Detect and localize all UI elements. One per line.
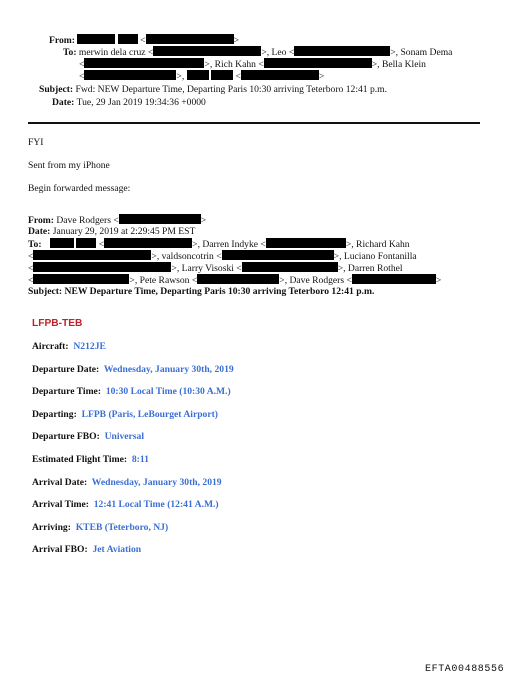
redaction-block [76, 238, 96, 248]
body-fyi: FYI [28, 137, 44, 148]
redaction-block [146, 34, 234, 44]
email-header-to: To: merwin dela cruz < >, Leo < >, Sonam Dema [63, 47, 453, 58]
fwd-from: From: Dave Rodgers < > [28, 215, 207, 226]
redaction-block [241, 70, 319, 80]
flight-detail-value: N212JE [73, 341, 106, 352]
flight-detail-label: Departure Date: [32, 364, 100, 375]
flight-detail-row [32, 431, 144, 442]
flight-detail-row [32, 409, 218, 420]
fwd-date: Date: January 29, 2019 at 2:29:45 PM EST [28, 226, 196, 237]
redaction-block [153, 46, 261, 56]
flight-detail-row [32, 341, 106, 352]
redaction-block [197, 274, 279, 284]
email-header-date [52, 97, 206, 109]
to-label: To: [63, 47, 77, 58]
flight-detail-value: Wednesday, January 30th, 2019 [91, 477, 222, 488]
flight-detail-value: 10:30 Local Time (10:30 A.M.) [105, 386, 231, 397]
route-title: LFPB-TEB [32, 318, 83, 329]
flight-detail-row [32, 499, 219, 510]
redaction-block [264, 58, 372, 68]
redaction-block [242, 262, 338, 272]
redaction-block [211, 70, 233, 80]
flight-detail-row [32, 364, 234, 375]
flight-detail-value: Universal [104, 431, 145, 442]
email-header-from: From: < > [49, 35, 239, 46]
redaction-block [118, 34, 138, 44]
flight-detail-label: Departure Time: [32, 386, 102, 397]
redaction-block [294, 46, 390, 56]
flight-detail-value: 12:41 Local Time (12:41 A.M.) [93, 499, 219, 510]
subject-label: Subject: [39, 84, 74, 95]
flight-detail-label: Arrival Time: [32, 499, 89, 510]
redaction-block [222, 250, 334, 260]
subject-text: Fwd: NEW Departure Time, Departing Paris 10:30 arriving Teterboro 12:41 p.m. [75, 84, 388, 95]
flight-detail-row [32, 544, 141, 555]
body-forwarded: Begin forwarded message: [28, 183, 131, 194]
bates-number: EFTA00488556 [425, 664, 505, 675]
redaction-block [352, 274, 436, 284]
from-label: From: [49, 35, 75, 46]
flight-detail-label: Departure FBO: [32, 431, 100, 442]
flight-detail-label: Arrival Date: [32, 477, 88, 488]
flight-detail-label: Arrival FBO: [32, 544, 88, 555]
flight-detail-value: KTEB (Teterboro, NJ) [75, 522, 169, 533]
redaction-block [119, 214, 201, 224]
flight-detail-label: Aircraft: [32, 341, 69, 352]
redaction-block [50, 238, 74, 248]
date-text: Tue, 29 Jan 2019 19:34:36 +0000 [76, 97, 206, 108]
date-label: Date: [52, 97, 75, 108]
flight-detail-value: Wednesday, January 30th, 2019 [103, 364, 234, 375]
flight-detail-row [32, 477, 222, 488]
to-recipient: merwin dela cruz < [78, 47, 154, 58]
header-divider [28, 122, 480, 124]
redaction-block [33, 274, 129, 284]
redaction-block [33, 262, 171, 272]
email-header-to-line2: < >, Rich Kahn < >, Bella Klein [79, 59, 426, 70]
fwd-to-line2: < >, valdsoncotrin < >, Luciano Fontanilla [28, 251, 417, 262]
redaction-block [84, 70, 176, 80]
fwd-to-line4: < >, Pete Rawson < >, Dave Rodgers < > [28, 275, 442, 286]
redaction-block [266, 238, 346, 248]
flight-detail-label: Arriving: [32, 522, 71, 533]
email-header-to-line3: < >, < > [79, 71, 325, 82]
redaction-block [33, 250, 151, 260]
redaction-block [77, 34, 115, 44]
flight-detail-value: Jet Aviation [92, 544, 142, 555]
flight-detail-row [32, 454, 149, 465]
redaction-block [104, 238, 192, 248]
fwd-subject: Subject: NEW Departure Time, Departing Paris 10:30 arriving Teterboro 12:41 p.m. [28, 286, 375, 297]
flight-detail-value: 8:11 [131, 454, 149, 465]
flight-detail-row [32, 522, 168, 533]
flight-detail-label: Estimated Flight Time: [32, 454, 128, 465]
flight-detail-value: LFPB (Paris, LeBourget Airport) [81, 409, 218, 420]
flight-detail-row [32, 386, 231, 397]
redaction-block [84, 58, 204, 68]
redaction-block [187, 70, 209, 80]
fwd-to-line3: < >, Larry Visoski < >, Darren Rothel [28, 263, 403, 274]
flight-detail-label: Departing: [32, 409, 77, 420]
fwd-to-line1: To: < >, Darren Indyke < >, Richard Kahn [28, 239, 410, 250]
email-header-subject [39, 84, 387, 96]
body-sent-from: Sent from my iPhone [28, 160, 110, 171]
